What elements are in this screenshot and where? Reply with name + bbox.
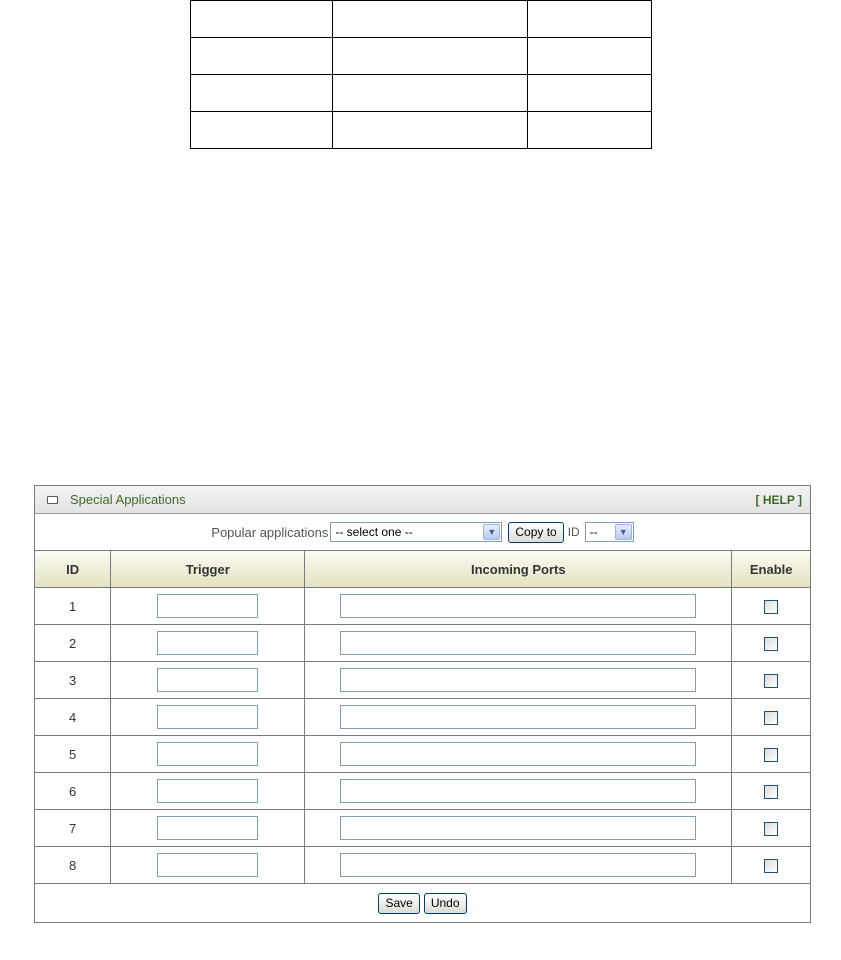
row-id: 8 — [35, 847, 111, 884]
incoming-ports-cell — [305, 773, 732, 810]
enable-checkbox[interactable] — [764, 822, 778, 836]
empty-top-table — [190, 0, 652, 149]
popular-applications-select[interactable] — [330, 522, 502, 542]
enable-checkbox[interactable] — [764, 637, 778, 651]
top-table-cell — [333, 112, 528, 149]
trigger-input[interactable] — [157, 853, 258, 877]
trigger-input[interactable] — [157, 779, 258, 803]
top-table-cell — [191, 1, 333, 38]
incoming-ports-input[interactable] — [340, 631, 696, 655]
incoming-ports-input[interactable] — [340, 816, 696, 840]
trigger-cell — [111, 810, 305, 847]
header-id: ID — [35, 551, 111, 588]
enable-cell — [732, 588, 810, 625]
popular-applications-row — [35, 514, 810, 551]
enable-cell — [732, 662, 810, 699]
incoming-ports-cell — [305, 847, 732, 884]
row-id: 3 — [35, 662, 111, 699]
table-row — [35, 773, 810, 810]
enable-cell — [732, 810, 810, 847]
trigger-cell — [111, 773, 305, 810]
top-table-row — [191, 1, 652, 38]
table-row — [35, 736, 810, 773]
target-id-select[interactable] — [585, 522, 634, 542]
top-table-cell — [528, 112, 652, 149]
table-row — [35, 625, 810, 662]
incoming-ports-cell — [305, 736, 732, 773]
help-link[interactable]: [ HELP ] — [755, 492, 802, 507]
top-table-cell — [191, 38, 333, 75]
panel-header — [35, 486, 810, 514]
chevron-down-icon: ▼ — [483, 524, 500, 540]
incoming-ports-cell — [305, 662, 732, 699]
panel-title-group — [47, 492, 186, 507]
header-enable: Enable — [732, 551, 810, 588]
enable-checkbox[interactable] — [764, 859, 778, 873]
popular-applications-label: Popular applications — [211, 524, 329, 540]
trigger-input[interactable] — [157, 816, 258, 840]
row-id: 2 — [35, 625, 111, 662]
row-id: 1 — [35, 588, 111, 625]
incoming-ports-input[interactable] — [340, 853, 696, 877]
top-table-cell — [333, 75, 528, 112]
table-row — [35, 662, 810, 699]
top-table-cell — [191, 75, 333, 112]
row-id: 7 — [35, 810, 111, 847]
table-row — [35, 810, 810, 847]
undo-button[interactable]: Undo — [424, 893, 467, 914]
id-label: ID — [567, 525, 580, 539]
enable-checkbox[interactable] — [764, 748, 778, 762]
enable-checkbox[interactable] — [764, 785, 778, 799]
trigger-cell — [111, 588, 305, 625]
table-header-row — [35, 551, 810, 588]
incoming-ports-cell — [305, 699, 732, 736]
incoming-ports-input[interactable] — [340, 705, 696, 729]
enable-cell — [732, 736, 810, 773]
enable-checkbox[interactable] — [764, 600, 778, 614]
copy-to-button[interactable]: Copy to — [508, 522, 563, 543]
top-table-cell — [333, 38, 528, 75]
incoming-ports-input[interactable] — [340, 779, 696, 803]
table-row — [35, 588, 810, 625]
row-id: 4 — [35, 699, 111, 736]
header-trigger: Trigger — [111, 551, 305, 588]
trigger-cell — [111, 847, 305, 884]
table-row — [35, 847, 810, 884]
incoming-ports-cell — [305, 588, 732, 625]
enable-cell — [732, 699, 810, 736]
incoming-ports-cell — [305, 810, 732, 847]
trigger-cell — [111, 736, 305, 773]
row-id: 5 — [35, 736, 111, 773]
trigger-input[interactable] — [157, 705, 258, 729]
panel-title: Special Applications — [70, 492, 186, 507]
incoming-ports-input[interactable] — [340, 742, 696, 766]
trigger-input[interactable] — [157, 631, 258, 655]
chevron-down-icon: ▼ — [615, 524, 632, 540]
square-bullet-icon — [47, 496, 58, 504]
incoming-ports-input[interactable] — [340, 668, 696, 692]
enable-cell — [732, 847, 810, 884]
top-table-cell — [528, 75, 652, 112]
top-table-cell — [528, 38, 652, 75]
enable-checkbox[interactable] — [764, 711, 778, 725]
incoming-ports-input[interactable] — [340, 594, 696, 618]
enable-cell — [732, 773, 810, 810]
incoming-ports-cell — [305, 625, 732, 662]
trigger-cell — [111, 699, 305, 736]
trigger-input[interactable] — [157, 668, 258, 692]
trigger-input[interactable] — [157, 594, 258, 618]
popular-applications-select-value: -- select one -- — [335, 525, 413, 539]
table-row — [35, 699, 810, 736]
trigger-cell — [111, 662, 305, 699]
top-table-row — [191, 75, 652, 112]
enable-checkbox[interactable] — [764, 674, 778, 688]
row-id: 6 — [35, 773, 111, 810]
trigger-input[interactable] — [157, 742, 258, 766]
trigger-cell — [111, 625, 305, 662]
header-incoming-ports: Incoming Ports — [305, 551, 732, 588]
top-table-row — [191, 38, 652, 75]
special-applications-table — [35, 551, 810, 884]
top-table-cell — [528, 1, 652, 38]
form-actions — [35, 884, 810, 922]
enable-cell — [732, 625, 810, 662]
top-table-cell — [191, 112, 333, 149]
target-id-select-value: -- — [589, 525, 598, 539]
top-table-cell — [333, 1, 528, 38]
save-button[interactable]: Save — [378, 893, 419, 914]
top-table-row — [191, 112, 652, 149]
special-applications-panel — [34, 485, 811, 923]
